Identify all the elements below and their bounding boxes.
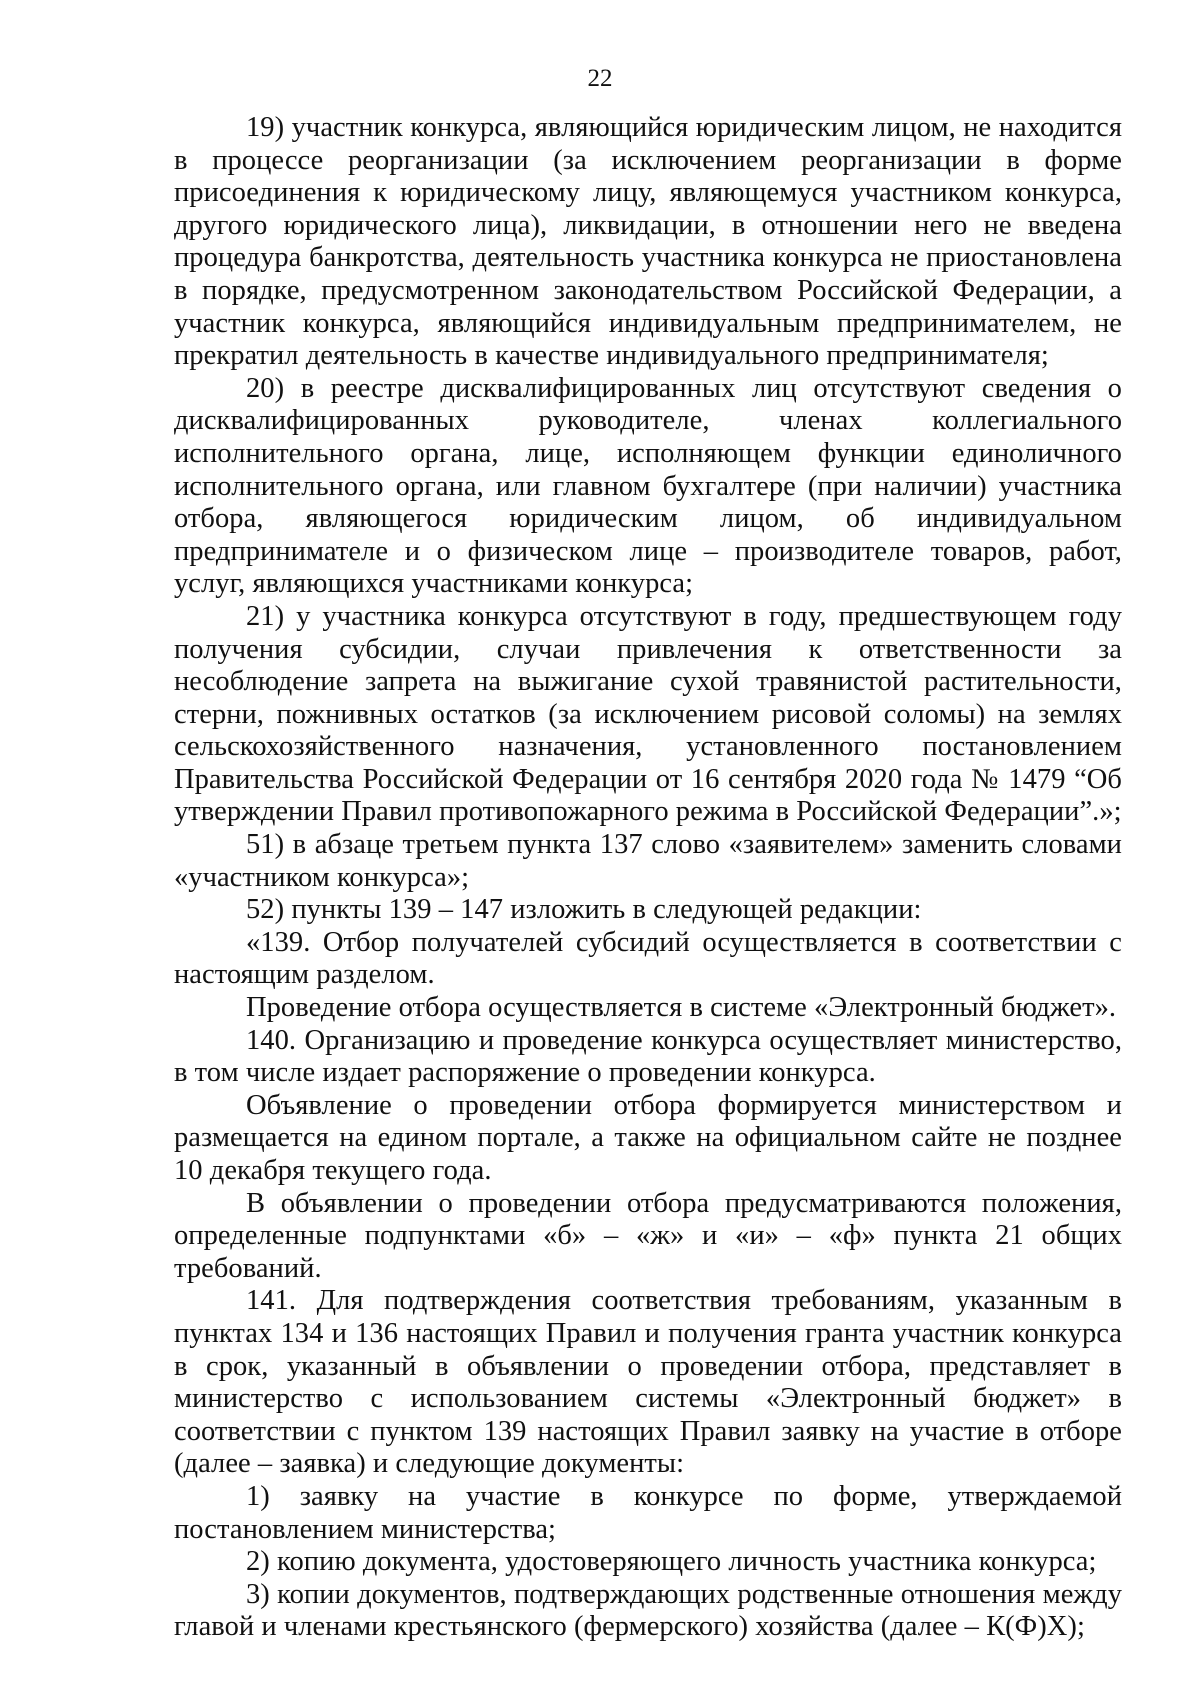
paragraph-clause-140-provisions: В объявлении о проведении отбора предусматриваются положения, определенные подпунктами «б» – «ж» и «и» – «ф» пункта 21 общих требований. (174, 1187, 1122, 1284)
paragraph-clause-140-announcement: Объявление о проведении отбора формируется министерством и размещается на едином портале, а также на официальном сайте не позднее 10 декабря текущего года. (174, 1089, 1122, 1186)
paragraph-document-3: 3) копии документов, подтверждающих родственные отношения между главой и членами крестьянского (фермерского) хозяйства (далее – К(Ф)Х); (174, 1578, 1122, 1643)
document-body (174, 112, 1122, 1644)
paragraph-clause-139: «139. Отбор получателей субсидий осуществляется в соответствии с настоящим разделом. (174, 926, 1122, 991)
page-number: 22 (587, 65, 613, 92)
paragraph-item-19: 19) участник конкурса, являющийся юридическим лицом, не находится в процессе реорганизации (за исключением реорганизации в форме присоединения к юридическому лицу, являющемуся участником конкурса, другого юридического лица), ликвидации, в отношении него не введена процедура банкротства, деятельность участника конкурса не приостановлена в порядке, предусмотренном законодательством Российской Федерации, а участник конкурса, являющийся индивидуальным предпринимателем, не прекратил деятельность в качестве индивидуального предпринимателя; (174, 112, 1122, 372)
paragraph-amendment-51: 51) в абзаце третьем пункта 137 слово «заявителем» заменить словами «участником конкурса»; (174, 829, 1122, 893)
paragraph-item-20: 20) в реестре дисквалифицированных лиц отсутствуют сведения о дисквалифицированных руководителе, членах коллегиального исполнительного органа, лице, исполняющем функции единоличного исполнительного органа, или главном бухгалтере (при наличии) участника отбора, являющегося юридическим лицом, об индивидуальном предпринимателе и о физическом лице – производителе товаров, работ, услуг, являющихся участниками конкурса; (174, 372, 1122, 600)
paragraph-document-1: 1) заявку на участие в конкурсе по форме, утверждаемой постановлением министерства; (174, 1480, 1122, 1545)
paragraph-clause-139-system: Проведение отбора осуществляется в системе «Электронный бюджет». (246, 992, 1117, 1024)
paragraph-document-2: 2) копию документа, удостоверяющего личность участника конкурса; (246, 1546, 1097, 1578)
paragraph-item-21: 21) у участника конкурса отсутствуют в году, предшествующем году получения субсидии, случаи привлечения к ответственности за несоблюдение запрета на выжигание сухой травянистой растительности, стерни, пожнивных остатков (за исключением рисовой соломы) на землях сельскохозяйственного назначения, установленного постановлением Правительства Российской Федерации от 16 сентября 2020 года № 1479 “Об утверждении Правил противопожарного режима в Российской Федерации”.»; (174, 600, 1122, 828)
paragraph-clause-140: 140. Организацию и проведение конкурса осуществляет министерство, в том числе издает распоряжение о проведении конкурса. (174, 1024, 1122, 1089)
paragraph-amendment-52: 52) пункты 139 – 147 изложить в следующей редакции: (246, 894, 922, 926)
paragraph-clause-141: 141. Для подтверждения соответствия требованиям, указанным в пунктах 134 и 136 настоящих Правил и получения гранта участник конкурса в срок, указанный в объявлении о проведении отбора, представляет в министерство с использованием системы «Электронный бюджет» в соответствии с пунктом 139 настоящих Правил заявку на участие в отборе (далее – заявка) и следующие документы: (174, 1285, 1122, 1480)
